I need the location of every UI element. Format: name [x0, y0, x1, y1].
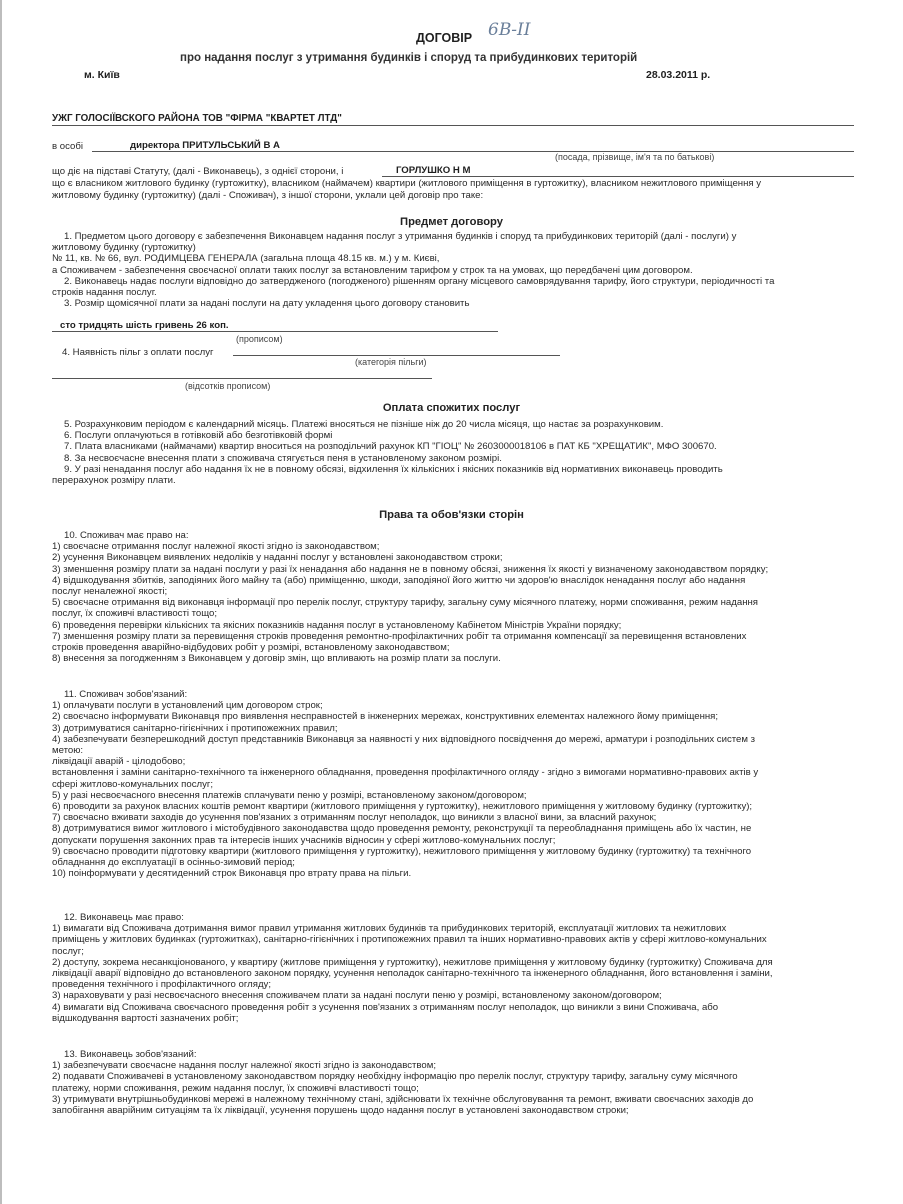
text-line: послуг неналежної якості;	[52, 586, 168, 598]
text-line: ліквідації аварій - цілодобово;	[52, 756, 186, 768]
text-line: 1) своєчасне отримання послуг належної якості згідно із законодавством;	[52, 541, 380, 553]
text-line: 12. Виконавець має право:	[64, 912, 184, 923]
text-line: житловому будинку (гуртожитку)	[52, 242, 196, 254]
parties-line-3: що є власником житлового будинку (гуртожитку), власником (наймачем) квартири (житлового приміщення в гуртожитку), власником нежитлового приміщення у	[52, 178, 762, 189]
company-underline	[52, 125, 854, 126]
text-line: 13. Виконавець зобов'язаний:	[64, 1049, 197, 1060]
text-line: 4) забезпечувати безперешкодний доступ представників Виконавця за наявності у них відповідного посвідчення до мережі, арматури і розподільних систем з	[52, 733, 756, 745]
text-line: 8. За несвоєчасне внесення плати з споживача стягується пеня в установленому законом розмірі.	[64, 452, 502, 464]
text-line: 6) проводити за рахунок власних коштів ремонт квартири (житлового приміщення у гуртожитку), нежитлового приміщення у житловому будинку (гуртожитку);	[52, 801, 753, 813]
text-line: строків надання послуг.	[52, 287, 157, 299]
text-line: проведення технічного і профілактичного огляду;	[52, 979, 272, 991]
text-line: метою:	[52, 745, 84, 757]
director-caption: (посада, прізвище, ім'я та по батькові)	[555, 152, 715, 162]
section-subject-heading: Предмет договору	[400, 216, 503, 228]
text-line: 5) у разі несвоєчасного внесення платежів сплачувати пеню у розмірі, встановленому законом/договором;	[52, 789, 527, 801]
amount-underline	[52, 331, 498, 332]
text-line: послуг, їх споживчі властивості тощо;	[52, 608, 218, 620]
text-line: 3) утримувати внутрішньобудинкові мережі в належному технічному стані, здійснювати їх технічне обслуговування та ремонт, вживати своєчасних заходів до	[52, 1093, 754, 1105]
text-line: 1) забезпечувати своєчасне надання послуг належної якості згідно із законодавством;	[52, 1060, 437, 1072]
text-line: послуг;	[52, 945, 84, 957]
parties-line-4: житловому будинку (гуртожитку) (далі - Споживач), з іншої сторони, уклали цей договір про таке:	[52, 190, 484, 201]
text-line: приміщень у житлових будинках (гуртожитках), санітарно-гігієнічних і протипожежних правил та інших нормативно-правових актів у сфері житлово-комунальних	[52, 934, 767, 946]
text-line: 1) оплачувати послуги в установлений цим договором строк;	[52, 700, 323, 712]
text-line: 9) своєчасно проводити підготовку квартири (житлового приміщення у гуртожитку), нежитлового приміщення у житловому будинку (гуртожитку) та технічного	[52, 845, 752, 857]
text-line: 2) усунення Виконавцем виявлених недоліків у наданні послуг у встановлені законодавством строки;	[52, 552, 503, 564]
text-line: 7) своєчасно вживати заходів до усунення пов'язаних з отриманням послуг неполадок, що виникли з власної вини, за власний рахунок;	[52, 812, 657, 824]
text-line: 9. У разі ненадання послуг або надання їх не в повному обсязі, відхилення їх кількісних і якісних показників від нормативних виконавець проводить	[64, 463, 723, 475]
handwritten-number: 6В-ІІ	[488, 20, 531, 40]
basis-line: що діє на підставі Статуту, (далі - Виконавець), з однієї сторони, і	[52, 166, 344, 177]
text-line: обладнання до експлуатації в осінньо-зимовий період;	[52, 857, 295, 869]
text-line: 10. Споживач має право на:	[64, 530, 189, 541]
section-payment-text	[52, 419, 852, 486]
text-line: 5) своєчасне отримання від виконавця інформації про перелік послуг, структуру тарифу, загальну суму місячного платежу, норми споживання, режим надання	[52, 597, 758, 609]
person-prefix: в особі	[52, 141, 83, 152]
consumer-name: ГОРЛУШКО Н М	[396, 165, 471, 176]
city: м. Київ	[84, 69, 120, 81]
clause-12	[52, 912, 852, 1024]
percent-caption: (відсотків прописом)	[185, 381, 271, 391]
text-line: 3) нараховувати у разі несвоєчасного внесення споживачем плати за надані послуги пеню у розмірі, встановленому законом/договором;	[52, 990, 662, 1002]
text-line: 2) доступу, зокрема несанкціонованого, у квартиру (житлове приміщення у гуртожитку), нежитлове приміщення у житловому будинку (гуртожитку) Споживача для	[52, 956, 773, 968]
text-line: 2. Виконавець надає послуги відповідно до затвердженого (погодженого) рішенням органу місцевого самоврядування тарифу, його структури, періодичності та	[64, 275, 775, 287]
text-line: 3) зменшення розміру плати за надані послуги у разі їх ненадання або надання не в повному обсязі, зниження їх якості у визначеному законодавством порядку;	[52, 563, 769, 575]
consumer-underline	[382, 176, 854, 177]
benefit-caption: (категорія пільги)	[355, 357, 427, 367]
document-subtitle: про надання послуг з утримання будинків і споруд та прибудинкових територій	[180, 52, 638, 64]
text-line: платежу, норми споживання, режим надання послуг, їх споживчі властивості тощо;	[52, 1082, 419, 1094]
clause-11	[52, 689, 852, 879]
document-title: ДОГОВІР	[416, 31, 473, 45]
text-line: відшкодування вартості зазначених робіт;	[52, 1012, 239, 1024]
text-line: допускати порушення законних прав та інтересів інших учасників відносин у сфері житлово-комунальних послуг;	[52, 834, 556, 846]
monthly-amount: сто тридцять шість гривень 26 коп.	[60, 320, 229, 331]
text-line: строків проведення аварійно-відбудових робіт у розмірі, встановленому законодавством;	[52, 642, 450, 654]
section-payment-heading: Оплата спожитих послуг	[382, 402, 521, 414]
text-line: встановлення і заміни санітарно-технічного та інженерного обладнання, проведення профілактичного огляду - згідно з вимогами нормативно-правових актів у	[52, 767, 759, 779]
section-subject-text	[52, 231, 852, 309]
text-line: 8) дотримуватися вимог житлового і містобудівного законодавства щодо проведення ремонту, реконструкції та переобладнання приміщень або їх частин, не	[52, 823, 752, 835]
text-line: 8) внесення за погодженням з Виконавцем у договір змін, що впливають на розмір плати за послуги.	[52, 653, 501, 665]
director-name: директора ПРИТУЛЬСЬКИЙ В А	[130, 140, 280, 151]
text-line: 7) зменшення розміру плати за перевищення строків проведення ремонтно-профілактичних робіт та отримання компенсації за перевищення встановлених	[52, 630, 747, 642]
amount-caption: (прописом)	[236, 334, 283, 344]
text-line: 3. Розмір щомісячної плати за надані послуги на дату укладення цього договору становить	[64, 298, 470, 310]
text-line: 3) дотримуватися санітарно-гігієнічних і протипожежних правил;	[52, 722, 338, 734]
text-line: 10) поінформувати у десятиденний строк Виконавця про втрату права на пільги.	[52, 868, 412, 880]
clause-10	[52, 530, 852, 664]
text-line: перерахунок розміру плати.	[52, 475, 176, 487]
contract-date: 28.03.2011 р.	[646, 69, 711, 81]
text-line: 11. Споживач зобов'язаний:	[64, 689, 188, 700]
text-line: 4) відшкодування збитків, заподіяних його майну та (або) приміщенню, шкоди, заподіяної його життю чи здоров'ю внаслідок ненадання послуг або надання	[52, 574, 746, 586]
text-line: а Споживачем - забезпечення своєчасної оплати таких послуг за встановленим тарифом у строк та на умовах, що передбачені цим договором.	[52, 264, 693, 276]
company-name: УЖГ ГОЛОСІЇВСКОГО РАЙОНА ТОВ "ФІРМА "КВАРТЕТ ЛТД"	[52, 113, 342, 124]
text-line: 4) вимагати від Споживача своєчасного проведення робіт з усунення пов'язаних з отриманням послуг неполадок, що виникли з вини Споживача, або	[52, 1001, 719, 1013]
text-line: 1) вимагати від Споживача дотримання вимог правил утримання житлових будинків та прибудинкових територій, експлуатації житлових та нежитлових	[52, 923, 727, 935]
benefit-label: 4. Наявність пільг з оплати послуг	[62, 347, 214, 358]
text-line: 2) своєчасно інформувати Виконавця про виявлення несправностей в інженерних мережах, конструктивних елементах належного йому приміщення;	[52, 711, 719, 723]
text-line: 2) подавати Споживачеві в установленому законодавством порядку необхідну інформацію про перелік послуг, структуру тарифу, загальну суму місячного	[52, 1071, 738, 1083]
benefit-underline	[233, 355, 560, 356]
text-line: 1. Предметом цього договору є забезпечення Виконавцем надання послуг з утримання будинків і споруд та прибудинкових територій (далі - послуги) у	[64, 231, 737, 242]
text-line: 6) проведення перевірки кількісних та якісних показників надання послуг в установленому Кабінетом Міністрів України порядку;	[52, 619, 622, 631]
text-line: ліквідації аварії відповідно до встановленого законом порядку, усунення неполадок санітарно-технічного та інженерного обладнання, його встановлення і заміни,	[52, 968, 773, 980]
text-line: № 11, кв. № 66, вул. РОДИМЦЕВА ГЕНЕРАЛА (загальна площа 48.15 кв. м.) у м. Києві,	[52, 253, 440, 265]
director-underline	[92, 151, 854, 152]
section-rights-heading: Права та обов'язки сторін	[379, 509, 524, 521]
clause-13	[52, 1049, 852, 1116]
text-line: 5. Розрахунковим періодом є календарний місяць. Платежі вносяться не пізніше ніж до 20 числа місяця, що настає за розрахунковим.	[64, 419, 664, 430]
text-line: сфері житлово-комунальних послуг;	[52, 778, 214, 790]
text-line: 6. Послуги оплачуються в готівковій або безготівковій формі	[64, 430, 333, 442]
text-line: запобігання аварійним ситуаціям та їх ліквідації, усунення порушень щодо надання послуг в установлені законодавством строки;	[52, 1105, 629, 1117]
percent-underline	[52, 378, 432, 379]
text-line: 7. Плата власниками (наймачами) квартир вноситься на розподільчий рахунок КП "ГІОЦ" № 2603000018106 в ПАТ КБ "ХРЕЩАТИК", МФО 300670.	[64, 441, 717, 453]
